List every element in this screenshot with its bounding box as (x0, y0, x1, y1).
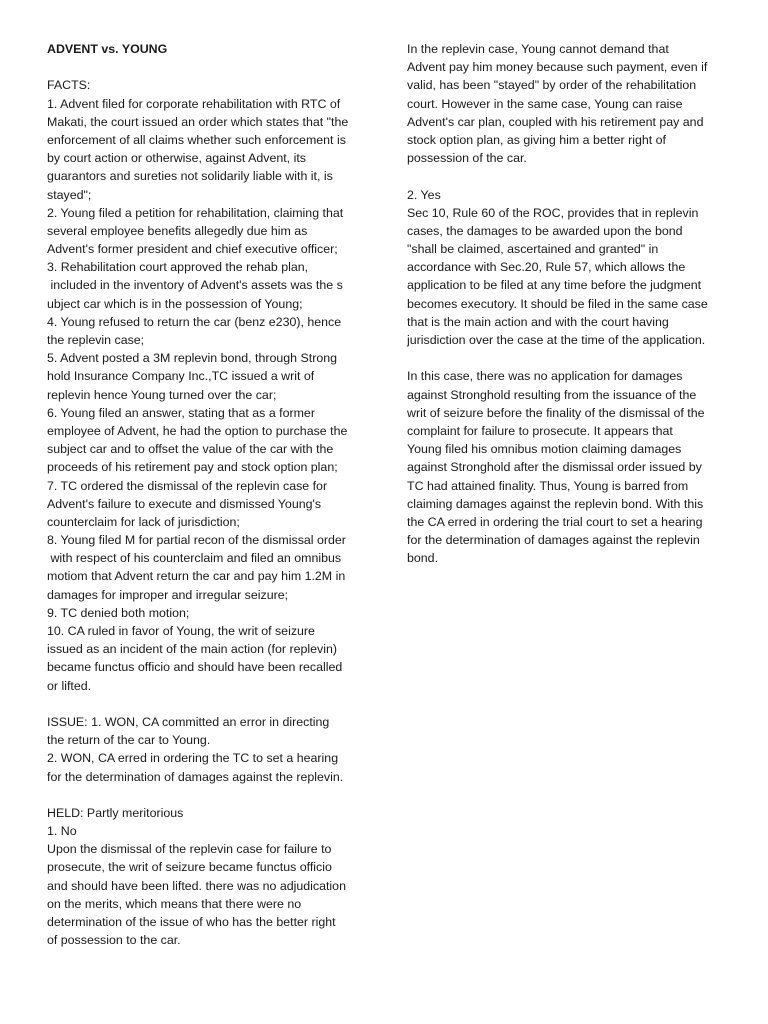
left-text-line: ISSUE: 1. WON, CA committed an error in directing (47, 714, 330, 729)
left-text-line: issued as an incident of the main action (for replevin) (47, 642, 337, 657)
right-text-line: against Stronghold resulting from the issuance of the (407, 387, 697, 402)
left-text-line: 10. CA ruled in favor of Young, the writ of seizure (47, 624, 315, 638)
right-text-line: jurisdiction over the case at the time of the application. (407, 333, 706, 347)
right-text-line: stock option plan, as giving him a better right of (407, 132, 666, 147)
left-text-line: replevin hence Young turned over the car; (47, 387, 277, 402)
left-column-body (47, 76, 365, 949)
paragraph-break (47, 695, 365, 713)
left-text-line: or lifted. (47, 678, 92, 693)
left-text-line: Advent's former president and chief executive officer; (47, 242, 338, 257)
left-text-line: stayed"; (47, 187, 92, 202)
left-text-line: 2. Young filed a petition for rehabilitation, claiming that (47, 205, 344, 220)
left-text-line: and should have been lifted. there was no adjudication (47, 878, 346, 893)
left-text-line: 9. TC denied both motion; (47, 605, 190, 620)
right-text-line: valid, has been "stayed" by order of the rehabilitation (407, 78, 697, 93)
left-text-line: employee of Advent, he had the option to purchase the (47, 423, 348, 438)
left-text-line: became functus officio and should have been recalled (47, 660, 343, 675)
left-text-line: enforcement of all claims whether such enforcement is (47, 132, 346, 147)
right-text-line: In this case, there was no application for damages (407, 369, 683, 384)
left-text-line: for the determination of damages against the replevin. (47, 769, 344, 784)
right-text-line: becomes executory. It should be filed in the same case (407, 296, 708, 311)
right-column (407, 40, 725, 567)
right-column-body (407, 40, 725, 567)
left-text-line: the replevin case; (47, 333, 145, 347)
left-text-line: 5. Advent posted a 3M replevin bond, through Strong (47, 351, 337, 366)
right-text-line: complaint for failure to prosecute. It appears that (407, 423, 673, 438)
right-text-line: cases, the damages to be awarded upon the bond (407, 223, 683, 238)
right-text-line: bond. (407, 551, 439, 566)
left-column (47, 40, 365, 949)
left-text-line: 1. Advent filed for corporate rehabilitation with RTC of (47, 96, 341, 111)
left-text-line: included in the inventory of Advent's assets was the s (47, 278, 343, 293)
left-text-line: Advent's failure to execute and dismissed Young's (47, 496, 322, 511)
right-text-line: for the determination of damages against the replevin (407, 533, 700, 548)
left-text-line: with respect of his counterclaim and filed an omnibus (47, 551, 342, 566)
left-text-line: 4. Young refused to return the car (benz e230), hence (47, 314, 342, 329)
left-text-line: Upon the dismissal of the replevin case for failure to (47, 842, 332, 857)
paragraph-break (407, 167, 725, 185)
left-text-line: by court action or otherwise, against Advent, its (47, 151, 306, 166)
left-text-line: FACTS: (47, 78, 91, 93)
right-text-line: application to be filed at any time before the judgment (407, 278, 702, 293)
right-text-line: court. However in the same case, Young can raise (407, 96, 683, 111)
left-text-line: 7. TC ordered the dismissal of the replevin case for (47, 478, 328, 493)
left-text-line: damages for improper and irregular seizure; (47, 587, 289, 602)
right-text-line: 2. Yes (407, 187, 441, 202)
left-text-line: 8. Young filed M for partial recon of the dismissal order (47, 533, 346, 548)
right-text-line: Advent pay him money because such payment, even if (407, 60, 708, 75)
right-text-line: Advent's car plan, coupled with his retirement pay and (407, 114, 704, 129)
left-text-line: on the merits, which means that there were no (47, 896, 302, 911)
left-text-line: the return of the car to Young. (47, 733, 211, 748)
left-text-line: proceeds of his retirement pay and stock option plan; (47, 460, 338, 475)
left-text-line: subject car and to offset the value of the car with the (47, 442, 334, 457)
spacer (47, 58, 365, 76)
paragraph-break (47, 786, 365, 804)
left-text-line: 3. Rehabilitation court approved the rehab plan, (47, 260, 309, 275)
right-text-line: Sec 10, Rule 60 of the ROC, provides that in replevin (407, 205, 699, 220)
left-text-line: guarantors and sureties not solidarily liable with it, is (47, 169, 333, 184)
left-text-line: determination of the issue of who has the better right (47, 915, 336, 929)
left-text-line: prosecute, the writ of seizure became functus officio (47, 860, 332, 875)
left-text-line: several employee benefits allegedly due him as (47, 223, 308, 238)
left-text-line: HELD: Partly meritorious (47, 805, 184, 820)
left-text-line: motiom that Advent return the car and pay him 1.2M in (47, 569, 346, 584)
right-text-line: the CA erred in ordering the trial court to set a hearing (407, 514, 703, 529)
right-text-line: Young filed his omnibus motion claiming damages (407, 442, 682, 457)
right-text-line: against Stronghold after the dismissal order issued by (407, 460, 702, 475)
left-text-line: 6. Young filed an answer, stating that as a former (47, 405, 315, 420)
left-text-line: 2. WON, CA erred in ordering the TC to set a hearing (47, 751, 339, 766)
right-text-line: claiming damages against the replevin bond. With this (407, 496, 704, 511)
right-text-line: TC had attained finality. Thus, Young is barred from (407, 478, 689, 493)
left-text-line: counterclaim for lack of jurisdiction; (47, 514, 240, 529)
right-text-line: possession of the car. (407, 151, 527, 166)
document-title: ADVENT vs. YOUNG (47, 42, 168, 56)
right-text-line: writ of seizure before the finality of the dismissal of the (407, 405, 705, 420)
left-text-line: Makati, the court issued an order which states that "the (47, 114, 349, 129)
right-text-line: In the replevin case, Young cannot demand that (407, 42, 669, 56)
right-text-line: that is the main action and with the court having (407, 314, 669, 329)
left-text-line: 1. No (47, 824, 77, 839)
left-text-line: ubject car which is in the possession of Young; (47, 296, 303, 311)
left-text-line: hold Insurance Company Inc.,TC issued a writ of (47, 369, 315, 384)
paragraph-break (407, 349, 725, 367)
left-text-line: of possession to the car. (47, 933, 181, 948)
right-text-line: "shall be claimed, ascertained and granted" in (407, 242, 659, 257)
right-text-line: accordance with Sec.20, Rule 57, which allows the (407, 260, 686, 275)
